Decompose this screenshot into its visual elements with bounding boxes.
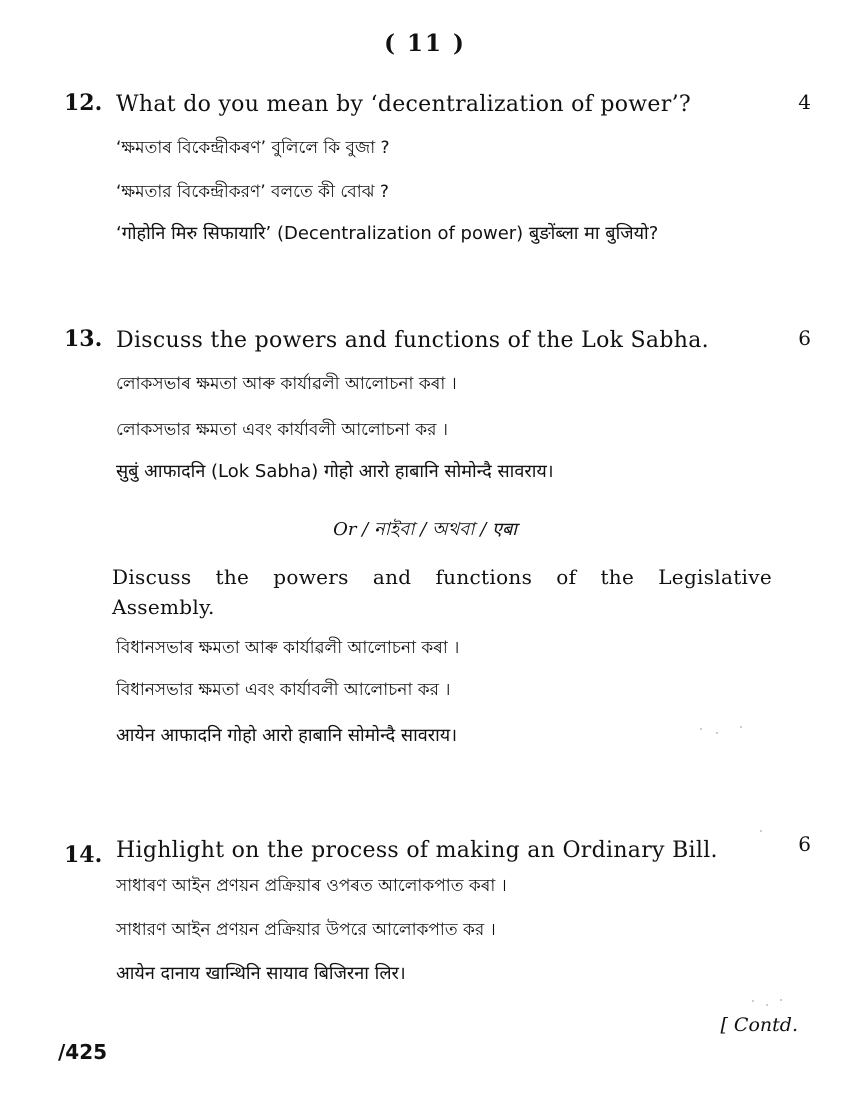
question-number: 13. (64, 326, 103, 352)
question-marks: 6 (798, 832, 811, 856)
scan-speck (716, 732, 718, 734)
question-text-english: Discuss the powers and functions of the Lok Sabha. (116, 328, 709, 353)
question-number: 14. (64, 842, 103, 868)
translation-bodo: आयेन दानाय खान्थिनि सायाव बिजिरना लिर। (116, 963, 406, 984)
question-text-english: Highlight on the process of making an Ordinary Bill. (116, 838, 718, 863)
scan-speck (780, 999, 782, 1001)
question-text-english: What do you mean by ‘decentralization of power’? (116, 92, 691, 117)
or-separator: Or / নাইবা / অথবা / एबा (333, 519, 517, 540)
page-number: ( 11 ) (384, 30, 466, 57)
scan-speck (700, 728, 702, 730)
scan-speck (740, 726, 742, 728)
question-number: 12. (64, 90, 103, 116)
translation-bengali: লোকসভার ক্ষমতা এবং কার্যাবলী আলোচনা কর । (116, 420, 448, 440)
scan-speck (760, 830, 762, 832)
paper-code: /425 (58, 1040, 108, 1064)
translation-bodo: ‘गोहोनि मिरु सिफायारि’ (Decentralization of power) बुङोंब्ला मा बुजियो? (116, 223, 659, 244)
scan-speck (752, 1000, 754, 1002)
translation-bengali: ‘ক্ষমতার বিকেন্দ্রীকরণ’ বলতে কী বোঝ ? (116, 182, 389, 202)
alternative-question-english-line-2: Assembly. (112, 595, 215, 619)
translation-assamese: সাধাৰণ আইন প্ৰণয়ন প্ৰক্ৰিয়াৰ ওপৰত আলোকপাত কৰা । (116, 876, 507, 896)
translation-assamese: ‘ক্ষমতাৰ বিকেন্দ্ৰীকৰণ’ বুলিলে কি বুজা ? (116, 138, 390, 158)
translation-bodo: सुबुं आफादनि (Lok Sabha) गोहो आरो हाबानि सोमोन्दै सावराय। (116, 461, 554, 482)
translation-assamese: বিধানসভাৰ ক্ষমতা আৰু কাৰ্যাৱলী আলোচনা কৰা । (116, 638, 460, 658)
continued-marker: [ Contd. (720, 1014, 798, 1036)
translation-bengali: বিধানসভার ক্ষমতা এবং কার্যাবলী আলোচনা কর । (116, 680, 451, 700)
alternative-question-english-line-1: Discuss the powers and functions of the Legislative (112, 565, 772, 589)
question-marks: 4 (798, 90, 811, 114)
translation-assamese: লোকসভাৰ ক্ষমতা আৰু কাৰ্যাৱলী আলোচনা কৰা । (116, 374, 457, 394)
scan-speck (766, 1004, 768, 1006)
translation-bengali: সাধারণ আইন প্রণয়ন প্রক্রিয়ার উপরে আলোকপাত কর । (116, 920, 496, 940)
question-marks: 6 (798, 326, 811, 350)
translation-bodo: आयेन आफादनि गोहो आरो हाबानि सोमोन्दै सावराय। (116, 725, 458, 746)
